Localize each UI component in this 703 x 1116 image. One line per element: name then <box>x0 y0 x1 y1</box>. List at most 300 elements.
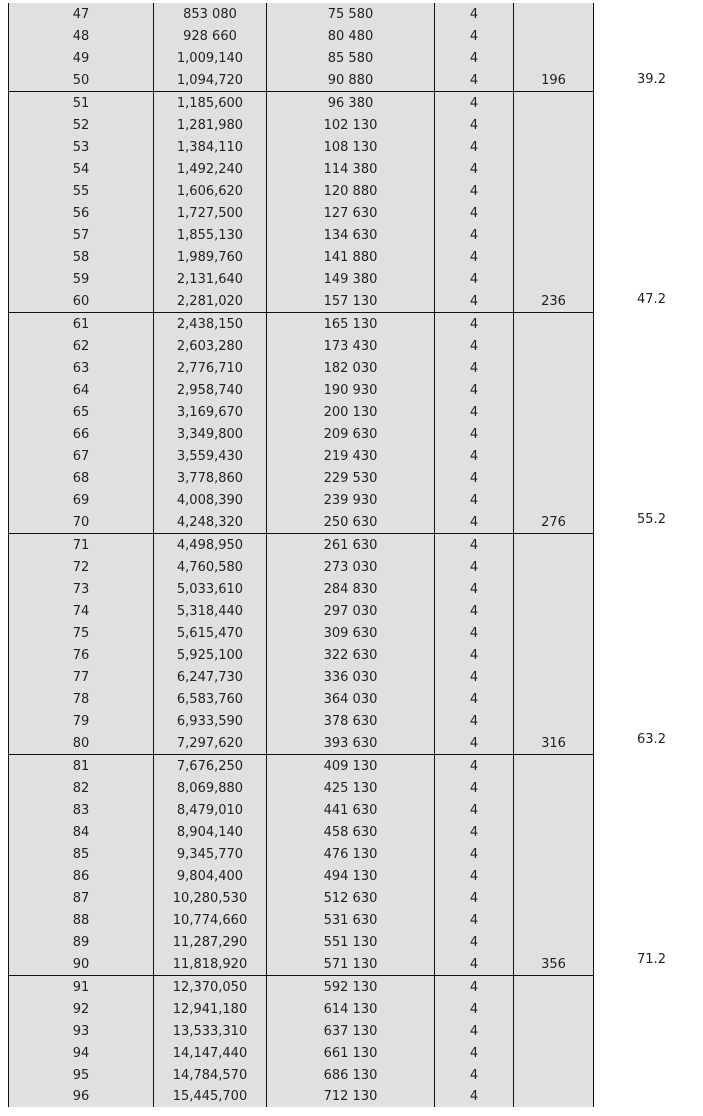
total-cell: 2,131,640 <box>154 268 267 290</box>
increment-cell: 309 630 <box>267 622 435 644</box>
total-cell: 6,247,730 <box>154 666 267 688</box>
table-row <box>9 843 594 865</box>
level-cell: 87 <box>9 887 154 909</box>
side-value: 55.2 <box>637 512 666 527</box>
table-row <box>9 600 594 622</box>
level-cell: 57 <box>9 224 154 246</box>
total-cell: 1,606,620 <box>154 180 267 202</box>
level-cell: 86 <box>9 865 154 887</box>
level-cell: 85 <box>9 843 154 865</box>
milestone-cell <box>514 710 594 732</box>
table-row <box>9 224 594 246</box>
table-row <box>9 799 594 821</box>
level-cell: 51 <box>9 92 154 115</box>
total-cell: 8,904,140 <box>154 821 267 843</box>
level-cell: 64 <box>9 379 154 401</box>
constant-cell: 4 <box>435 556 514 578</box>
table-row <box>9 489 594 511</box>
table-row <box>9 710 594 732</box>
increment-cell: 182 030 <box>267 357 435 379</box>
increment-cell: 273 030 <box>267 556 435 578</box>
milestone-cell <box>514 931 594 953</box>
table-row <box>9 25 594 47</box>
increment-cell: 512 630 <box>267 887 435 909</box>
level-cell: 80 <box>9 732 154 755</box>
table-row <box>9 931 594 953</box>
milestone-cell <box>514 976 594 999</box>
increment-cell: 712 130 <box>267 1086 435 1107</box>
constant-cell: 4 <box>435 489 514 511</box>
table-row <box>9 202 594 224</box>
milestone-cell <box>514 821 594 843</box>
constant-cell: 4 <box>435 511 514 534</box>
milestone-cell <box>514 909 594 931</box>
milestone-cell: 276 <box>514 511 594 534</box>
level-cell: 71 <box>9 534 154 557</box>
milestone-cell: 356 <box>514 953 594 976</box>
table-row <box>9 69 594 92</box>
increment-cell: 425 130 <box>267 777 435 799</box>
level-cell: 53 <box>9 136 154 158</box>
milestone-cell <box>514 1042 594 1064</box>
total-cell: 9,804,400 <box>154 865 267 887</box>
level-cell: 73 <box>9 578 154 600</box>
milestone-cell: 316 <box>514 732 594 755</box>
increment-cell: 441 630 <box>267 799 435 821</box>
constant-cell: 4 <box>435 887 514 909</box>
side-value: 39.2 <box>637 72 666 87</box>
increment-cell: 297 030 <box>267 600 435 622</box>
increment-cell: 229 530 <box>267 467 435 489</box>
milestone-cell <box>514 1064 594 1086</box>
table-row <box>9 335 594 357</box>
constant-cell: 4 <box>435 578 514 600</box>
total-cell: 8,069,880 <box>154 777 267 799</box>
table-row <box>9 401 594 423</box>
constant-cell: 4 <box>435 246 514 268</box>
milestone-cell <box>514 1086 594 1107</box>
milestone-cell <box>514 556 594 578</box>
table-row <box>9 732 594 755</box>
constant-cell: 4 <box>435 180 514 202</box>
level-cell: 72 <box>9 556 154 578</box>
level-cell: 76 <box>9 644 154 666</box>
total-cell: 5,033,610 <box>154 578 267 600</box>
constant-cell: 4 <box>435 1064 514 1086</box>
level-cell: 79 <box>9 710 154 732</box>
level-cell: 84 <box>9 821 154 843</box>
level-cell: 89 <box>9 931 154 953</box>
constant-cell: 4 <box>435 953 514 976</box>
table-row <box>9 423 594 445</box>
level-cell: 94 <box>9 1042 154 1064</box>
level-cell: 66 <box>9 423 154 445</box>
milestone-cell <box>514 136 594 158</box>
total-cell: 14,784,570 <box>154 1064 267 1086</box>
table-row <box>9 909 594 931</box>
increment-cell: 190 930 <box>267 379 435 401</box>
milestone-cell <box>514 92 594 115</box>
side-value: 47.2 <box>637 292 666 307</box>
total-cell: 10,774,660 <box>154 909 267 931</box>
table-row <box>9 114 594 136</box>
increment-cell: 127 630 <box>267 202 435 224</box>
constant-cell: 4 <box>435 799 514 821</box>
table-row <box>9 379 594 401</box>
total-cell: 7,297,620 <box>154 732 267 755</box>
milestone-cell <box>514 202 594 224</box>
increment-cell: 661 130 <box>267 1042 435 1064</box>
milestone-cell <box>514 423 594 445</box>
milestone-cell <box>514 688 594 710</box>
total-cell: 3,559,430 <box>154 445 267 467</box>
increment-cell: 284 830 <box>267 578 435 600</box>
table-row <box>9 556 594 578</box>
increment-cell: 75 580 <box>267 3 435 25</box>
table-row <box>9 688 594 710</box>
increment-cell: 90 880 <box>267 69 435 92</box>
increment-cell: 551 130 <box>267 931 435 953</box>
increment-cell: 378 630 <box>267 710 435 732</box>
constant-cell: 4 <box>435 69 514 92</box>
increment-cell: 336 030 <box>267 666 435 688</box>
side-value: 63.2 <box>637 732 666 747</box>
constant-cell: 4 <box>435 732 514 755</box>
milestone-cell <box>514 445 594 467</box>
level-cell: 91 <box>9 976 154 999</box>
level-cell: 58 <box>9 246 154 268</box>
table-row <box>9 92 594 115</box>
constant-cell: 4 <box>435 268 514 290</box>
constant-cell: 4 <box>435 998 514 1020</box>
level-table-body <box>9 3 594 1107</box>
milestone-cell <box>514 47 594 69</box>
table-row <box>9 357 594 379</box>
increment-cell: 173 430 <box>267 335 435 357</box>
constant-cell: 4 <box>435 224 514 246</box>
milestone-cell <box>514 777 594 799</box>
increment-cell: 614 130 <box>267 998 435 1020</box>
total-cell: 928 660 <box>154 25 267 47</box>
total-cell: 11,818,920 <box>154 953 267 976</box>
milestone-cell <box>514 401 594 423</box>
constant-cell: 4 <box>435 931 514 953</box>
constant-cell: 4 <box>435 1020 514 1042</box>
total-cell: 15,445,700 <box>154 1086 267 1107</box>
total-cell: 12,941,180 <box>154 998 267 1020</box>
total-cell: 2,776,710 <box>154 357 267 379</box>
table-row <box>9 136 594 158</box>
constant-cell: 4 <box>435 1042 514 1064</box>
level-cell: 65 <box>9 401 154 423</box>
constant-cell: 4 <box>435 821 514 843</box>
increment-cell: 531 630 <box>267 909 435 931</box>
level-cell: 69 <box>9 489 154 511</box>
increment-cell: 96 380 <box>267 92 435 115</box>
level-cell: 60 <box>9 290 154 313</box>
table-row <box>9 445 594 467</box>
milestone-cell <box>514 246 594 268</box>
level-cell: 50 <box>9 69 154 92</box>
table-row <box>9 511 594 534</box>
constant-cell: 4 <box>435 202 514 224</box>
level-table <box>8 3 594 1107</box>
increment-cell: 149 380 <box>267 268 435 290</box>
milestone-cell <box>514 865 594 887</box>
table-row <box>9 467 594 489</box>
table-row <box>9 578 594 600</box>
total-cell: 2,281,020 <box>154 290 267 313</box>
milestone-cell <box>514 335 594 357</box>
increment-cell: 364 030 <box>267 688 435 710</box>
total-cell: 1,492,240 <box>154 158 267 180</box>
table-row <box>9 1020 594 1042</box>
level-cell: 48 <box>9 25 154 47</box>
level-cell: 90 <box>9 953 154 976</box>
level-cell: 93 <box>9 1020 154 1042</box>
constant-cell: 4 <box>435 1086 514 1107</box>
total-cell: 14,147,440 <box>154 1042 267 1064</box>
level-cell: 95 <box>9 1064 154 1086</box>
total-cell: 3,169,670 <box>154 401 267 423</box>
level-cell: 52 <box>9 114 154 136</box>
total-cell: 13,533,310 <box>154 1020 267 1042</box>
increment-cell: 102 130 <box>267 114 435 136</box>
table-row <box>9 666 594 688</box>
total-cell: 11,287,290 <box>154 931 267 953</box>
constant-cell: 4 <box>435 401 514 423</box>
increment-cell: 409 130 <box>267 755 435 778</box>
total-cell: 1,094,720 <box>154 69 267 92</box>
total-cell: 2,958,740 <box>154 379 267 401</box>
level-cell: 83 <box>9 799 154 821</box>
increment-cell: 134 630 <box>267 224 435 246</box>
milestone-cell <box>514 268 594 290</box>
constant-cell: 4 <box>435 777 514 799</box>
increment-cell: 686 130 <box>267 1064 435 1086</box>
level-cell: 63 <box>9 357 154 379</box>
constant-cell: 4 <box>435 644 514 666</box>
constant-cell: 4 <box>435 114 514 136</box>
table-row <box>9 865 594 887</box>
milestone-cell <box>514 357 594 379</box>
total-cell: 1,989,760 <box>154 246 267 268</box>
increment-cell: 571 130 <box>267 953 435 976</box>
increment-cell: 637 130 <box>267 1020 435 1042</box>
constant-cell: 4 <box>435 25 514 47</box>
milestone-cell <box>514 158 594 180</box>
increment-cell: 250 630 <box>267 511 435 534</box>
constant-cell: 4 <box>435 423 514 445</box>
table-row <box>9 180 594 202</box>
table-row <box>9 644 594 666</box>
table-row <box>9 1086 594 1107</box>
increment-cell: 393 630 <box>267 732 435 755</box>
increment-cell: 322 630 <box>267 644 435 666</box>
total-cell: 1,855,130 <box>154 224 267 246</box>
constant-cell: 4 <box>435 865 514 887</box>
milestone-cell <box>514 25 594 47</box>
total-cell: 5,925,100 <box>154 644 267 666</box>
total-cell: 7,676,250 <box>154 755 267 778</box>
table-row <box>9 953 594 976</box>
milestone-cell <box>514 600 594 622</box>
table-row <box>9 246 594 268</box>
milestone-cell <box>514 644 594 666</box>
increment-cell: 108 130 <box>267 136 435 158</box>
constant-cell: 4 <box>435 3 514 25</box>
increment-cell: 165 130 <box>267 313 435 336</box>
milestone-cell: 196 <box>514 69 594 92</box>
total-cell: 9,345,770 <box>154 843 267 865</box>
milestone-cell <box>514 534 594 557</box>
table-row <box>9 158 594 180</box>
increment-cell: 219 430 <box>267 445 435 467</box>
total-cell: 3,778,860 <box>154 467 267 489</box>
table-row <box>9 887 594 909</box>
increment-cell: 239 930 <box>267 489 435 511</box>
milestone-cell: 236 <box>514 290 594 313</box>
constant-cell: 4 <box>435 445 514 467</box>
constant-cell: 4 <box>435 843 514 865</box>
total-cell: 4,248,320 <box>154 511 267 534</box>
table-row <box>9 821 594 843</box>
level-cell: 49 <box>9 47 154 69</box>
constant-cell: 4 <box>435 534 514 557</box>
level-cell: 56 <box>9 202 154 224</box>
milestone-cell <box>514 467 594 489</box>
level-cell: 75 <box>9 622 154 644</box>
increment-cell: 476 130 <box>267 843 435 865</box>
total-cell: 6,933,590 <box>154 710 267 732</box>
level-cell: 55 <box>9 180 154 202</box>
level-cell: 81 <box>9 755 154 778</box>
constant-cell: 4 <box>435 335 514 357</box>
increment-cell: 141 880 <box>267 246 435 268</box>
level-cell: 68 <box>9 467 154 489</box>
level-cell: 61 <box>9 313 154 336</box>
total-cell: 1,281,980 <box>154 114 267 136</box>
increment-cell: 494 130 <box>267 865 435 887</box>
level-cell: 47 <box>9 3 154 25</box>
milestone-cell <box>514 114 594 136</box>
constant-cell: 4 <box>435 666 514 688</box>
milestone-cell <box>514 887 594 909</box>
constant-cell: 4 <box>435 909 514 931</box>
constant-cell: 4 <box>435 379 514 401</box>
increment-cell: 261 630 <box>267 534 435 557</box>
side-value: 71.2 <box>637 952 666 967</box>
milestone-cell <box>514 998 594 1020</box>
level-cell: 59 <box>9 268 154 290</box>
table-row <box>9 755 594 778</box>
constant-cell: 4 <box>435 290 514 313</box>
increment-cell: 114 380 <box>267 158 435 180</box>
level-cell: 54 <box>9 158 154 180</box>
milestone-cell <box>514 224 594 246</box>
total-cell: 6,583,760 <box>154 688 267 710</box>
increment-cell: 458 630 <box>267 821 435 843</box>
milestone-cell <box>514 622 594 644</box>
table-row <box>9 290 594 313</box>
constant-cell: 4 <box>435 622 514 644</box>
increment-cell: 120 880 <box>267 180 435 202</box>
level-cell: 70 <box>9 511 154 534</box>
increment-cell: 80 480 <box>267 25 435 47</box>
level-cell: 92 <box>9 998 154 1020</box>
table-row <box>9 777 594 799</box>
milestone-cell <box>514 180 594 202</box>
total-cell: 10,280,530 <box>154 887 267 909</box>
total-cell: 5,318,440 <box>154 600 267 622</box>
total-cell: 12,370,050 <box>154 976 267 999</box>
constant-cell: 4 <box>435 467 514 489</box>
increment-cell: 200 130 <box>267 401 435 423</box>
level-cell: 67 <box>9 445 154 467</box>
constant-cell: 4 <box>435 600 514 622</box>
total-cell: 853 080 <box>154 3 267 25</box>
milestone-cell <box>514 755 594 778</box>
increment-cell: 592 130 <box>267 976 435 999</box>
milestone-cell <box>514 666 594 688</box>
milestone-cell <box>514 578 594 600</box>
level-cell: 62 <box>9 335 154 357</box>
table-row <box>9 313 594 336</box>
milestone-cell <box>514 489 594 511</box>
milestone-cell <box>514 313 594 336</box>
total-cell: 3,349,800 <box>154 423 267 445</box>
total-cell: 4,760,580 <box>154 556 267 578</box>
table-row <box>9 268 594 290</box>
constant-cell: 4 <box>435 357 514 379</box>
table-row <box>9 998 594 1020</box>
increment-cell: 209 630 <box>267 423 435 445</box>
total-cell: 2,603,280 <box>154 335 267 357</box>
total-cell: 1,727,500 <box>154 202 267 224</box>
level-cell: 96 <box>9 1086 154 1107</box>
level-cell: 77 <box>9 666 154 688</box>
table-row <box>9 1064 594 1086</box>
increment-cell: 85 580 <box>267 47 435 69</box>
constant-cell: 4 <box>435 158 514 180</box>
constant-cell: 4 <box>435 92 514 115</box>
table-row <box>9 534 594 557</box>
total-cell: 4,008,390 <box>154 489 267 511</box>
milestone-cell <box>514 799 594 821</box>
level-cell: 88 <box>9 909 154 931</box>
table-row <box>9 3 594 25</box>
milestone-cell <box>514 3 594 25</box>
total-cell: 1,185,600 <box>154 92 267 115</box>
constant-cell: 4 <box>435 313 514 336</box>
constant-cell: 4 <box>435 710 514 732</box>
constant-cell: 4 <box>435 688 514 710</box>
table-row <box>9 1042 594 1064</box>
total-cell: 1,384,110 <box>154 136 267 158</box>
table-row <box>9 622 594 644</box>
constant-cell: 4 <box>435 136 514 158</box>
level-cell: 78 <box>9 688 154 710</box>
constant-cell: 4 <box>435 976 514 999</box>
total-cell: 2,438,150 <box>154 313 267 336</box>
milestone-cell <box>514 843 594 865</box>
constant-cell: 4 <box>435 47 514 69</box>
level-cell: 74 <box>9 600 154 622</box>
total-cell: 4,498,950 <box>154 534 267 557</box>
milestone-cell <box>514 1020 594 1042</box>
table-row <box>9 976 594 999</box>
table-row <box>9 47 594 69</box>
